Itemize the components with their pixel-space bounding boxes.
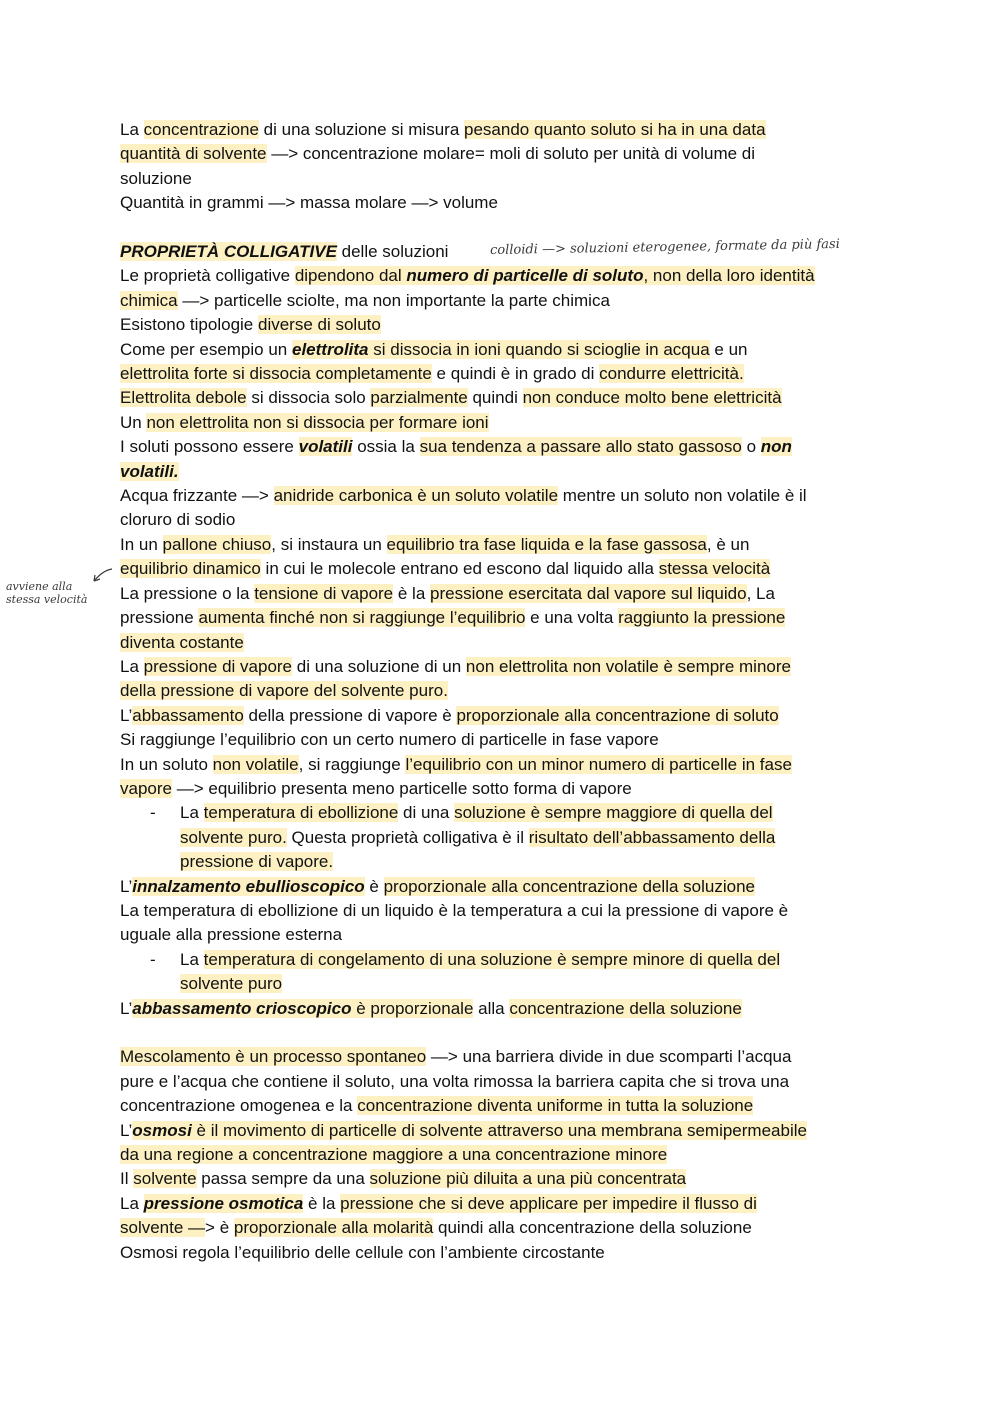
handwritten-arrow-icon: [90, 566, 114, 586]
key-term: volatili.: [120, 461, 179, 481]
side-note-line-1: avviene alla: [6, 580, 73, 593]
text-run: La: [180, 949, 204, 969]
text-run: della pressione di vapore è: [243, 705, 457, 725]
highlighted-text: pressione di vapore: [143, 656, 293, 676]
highlighted-text: pesando quanto soluto si ha in una data: [464, 120, 766, 139]
text-run: > è: [205, 1218, 234, 1238]
highlighted-text: Elettrolita debole: [120, 388, 247, 408]
text-run: In un soluto: [120, 754, 213, 774]
paragraph-spacer: [120, 1021, 900, 1045]
highlighted-text: pressione di vapore.: [180, 852, 334, 872]
text-run: , La: [746, 583, 775, 603]
highlighted-text: non elettrolita non si dissocia per formare ioni: [146, 412, 489, 432]
text-run: e quindi è in grado di: [431, 364, 600, 384]
highlighted-text: da una regione a concentrazione maggiore a una concentrazione minore: [120, 1145, 668, 1165]
bullet-item-ebollizione: [120, 801, 900, 874]
text-run: Come per esempio un: [120, 339, 292, 359]
highlighted-text: è il movimento di particelle di solvente attraverso una membrana semipermeabile: [191, 1120, 807, 1140]
text-line: [120, 1094, 900, 1118]
highlighted-text: vapore: [120, 778, 172, 798]
key-term: pressione osmotica: [143, 1193, 304, 1213]
highlighted-text: Mescolamento è un processo spontaneo: [120, 1047, 427, 1067]
text-run: passa sempre da una: [196, 1169, 370, 1189]
text-line: [180, 826, 900, 850]
section-title: PROPRIETÀ COLLIGATIVE: [120, 242, 337, 262]
text-run: —> una barriera divide in due scomparti l’acqua: [426, 1047, 792, 1067]
bullet-dash: -: [150, 949, 156, 969]
paragraph-spacer: [120, 216, 900, 240]
key-term: numero di particelle di soluto: [406, 266, 644, 286]
highlighted-text: concentrazione diventa uniforme in tutta la soluzione: [357, 1096, 754, 1116]
text-run: Un: [120, 412, 147, 432]
highlighted-text: parzialmente: [370, 388, 468, 408]
text-run: L’: [120, 705, 133, 725]
text-line: [120, 533, 900, 557]
highlighted-text: equilibrio tra fase liquida e la fase gassosa: [386, 534, 707, 554]
key-term: innalzamento ebullioscopico: [132, 876, 365, 896]
highlighted-text: diventa costante: [120, 632, 244, 652]
highlighted-text: non conduce molto bene elettricità: [522, 388, 782, 408]
highlighted-text: si dissocia in ioni quando si scioglie in acqua: [368, 339, 710, 359]
text-line: [120, 338, 900, 362]
text-line: cloruro di sodio: [120, 510, 236, 530]
text-line: [180, 801, 900, 825]
text-line: soluzione: [120, 168, 192, 188]
highlighted-text: chimica: [120, 290, 178, 310]
text-run: ossia la: [352, 437, 420, 457]
bullet-dash: -: [150, 803, 156, 823]
highlighted-text: equilibrio dinamico: [120, 559, 261, 579]
text-line: [120, 777, 900, 801]
text-line: Quantità in grammi —> massa molare —> volume: [120, 193, 498, 213]
text-line: [180, 850, 900, 874]
text-line: Si raggiunge l’equilibrio con un certo numero di particelle in fase vapore: [120, 730, 659, 750]
text-run: L’: [120, 876, 133, 896]
highlighted-text: solvente puro: [180, 974, 283, 994]
text-run: di una: [398, 803, 455, 823]
text-line: uguale alla pressione esterna: [120, 925, 343, 945]
text-run: si dissocia solo: [246, 388, 371, 408]
highlighted-text: aumenta finché non si raggiunge l’equilibrio: [198, 608, 526, 628]
text-run: La: [120, 120, 144, 139]
text-line: [120, 582, 900, 606]
highlighted-text: è proporzionale: [351, 998, 474, 1018]
highlighted-text: proporzionale alla concentrazione di soluto: [456, 705, 779, 725]
text-line: [120, 875, 900, 899]
text-run: I soluti possono essere: [120, 437, 299, 457]
text-run: pressione: [120, 608, 199, 628]
highlighted-text: abbassamento: [132, 705, 244, 725]
text-run: o: [741, 437, 761, 457]
highlighted-text: non elettrolita non volatile è sempre minore: [465, 656, 791, 676]
text-run: , è un: [706, 534, 750, 554]
highlighted-text: soluzione più diluita a una più concentrata: [369, 1169, 687, 1189]
text-run: alla: [473, 998, 510, 1018]
highlighted-text: solvente —: [120, 1218, 206, 1238]
text-run: L’: [120, 1120, 133, 1140]
text-line: [120, 289, 900, 313]
highlighted-text: elettrolita forte si dissocia completamente: [120, 364, 432, 384]
text-line: [120, 606, 900, 630]
text-run: quindi: [467, 388, 523, 408]
handwritten-side-note: [6, 580, 87, 606]
text-line: [180, 948, 900, 972]
text-line: Osmosi regola l’equilibrio delle cellule con l’ambiente circostante: [120, 1242, 605, 1262]
highlighted-text: della pressione di vapore del solvente puro.: [120, 681, 448, 701]
text-run: concentrazione omogenea e la: [120, 1096, 358, 1116]
text-run: , si raggiunge: [298, 754, 406, 774]
highlighted-text: sua tendenza a passare allo stato gassoso: [419, 437, 742, 457]
text-line: [120, 118, 900, 142]
highlighted-term: concentrazione: [143, 120, 259, 139]
document-body: [120, 118, 900, 1265]
text-run: Questa proprietà colligativa è il: [286, 827, 529, 847]
side-note-line-2: stessa velocità: [6, 593, 88, 606]
highlighted-text: anidride carbonica è un soluto volatile: [273, 486, 559, 506]
text-run: in cui le molecole entrano ed escono dal liquido alla: [260, 559, 659, 579]
text-run: La: [120, 1193, 144, 1213]
text-run: e un: [709, 339, 748, 359]
highlighted-text: soluzione è sempre maggiore di quella del: [454, 803, 773, 823]
text-line: [120, 386, 900, 410]
text-line: [120, 679, 900, 703]
text-line: [120, 1119, 900, 1143]
text-line: [120, 631, 900, 655]
highlighted-text: risultato dell’abbassamento della: [528, 827, 776, 847]
text-line: [120, 460, 900, 484]
key-term: osmosi: [132, 1120, 192, 1140]
text-line: [120, 704, 900, 728]
text-line: [120, 1216, 900, 1240]
highlighted-text: diverse di soluto: [257, 315, 381, 335]
highlighted-text: l’equilibrio con un minor numero di particelle in fase: [405, 754, 792, 774]
highlighted-text: temperatura di ebollizione: [203, 803, 399, 823]
highlighted-text: proporzionale alla concentrazione della soluzione: [383, 876, 755, 896]
text-run: In un: [120, 534, 163, 554]
text-run: La pressione o la: [120, 583, 255, 603]
text-run: mentre un soluto non volatile è il: [558, 486, 807, 506]
highlighted-text: non volatile: [212, 754, 299, 774]
text-line: [120, 411, 900, 435]
text-line: pure e l’acqua che contiene il soluto, una volta rimossa la barriera capita che si trova una: [120, 1071, 790, 1091]
highlighted-text: quantità di solvente: [120, 144, 267, 164]
text-line: La temperatura di ebollizione di un liquido è la temperatura a cui la pressione di vapore è: [120, 900, 789, 920]
text-run: Le proprietà colligative: [120, 266, 295, 286]
text-line: [120, 1192, 900, 1216]
text-line: [120, 362, 900, 386]
highlighted-text: stessa velocità: [658, 559, 771, 579]
text-line: [120, 1045, 900, 1069]
highlighted-text: pressione esercitata dal vapore sul liquido: [430, 583, 747, 603]
highlighted-text: solvente: [133, 1169, 197, 1189]
text-run: è la: [393, 583, 430, 603]
text-line: [120, 142, 900, 166]
text-run: —> concentrazione molare= moli di soluto per unità di volume di: [266, 144, 756, 164]
highlighted-text: tensione di vapore: [254, 583, 394, 603]
text-run: e una volta: [525, 608, 619, 628]
highlighted-text: condurre elettricità.: [599, 364, 744, 384]
text-run: è: [364, 876, 384, 896]
text-line: [120, 753, 900, 777]
text-run: La: [120, 656, 144, 676]
text-line: [120, 1167, 900, 1191]
key-term: volatili: [298, 437, 353, 457]
text-line: [120, 313, 900, 337]
handwritten-note-colloidi: colloidi —> soluzioni eterogenee, formate da più fasi: [489, 236, 840, 259]
key-term: non: [760, 437, 792, 457]
text-run: Acqua frizzante —>: [120, 486, 274, 506]
highlighted-text: raggiunto la pressione: [618, 608, 786, 628]
text-line: [120, 655, 900, 679]
text-run: di una soluzione si misura: [258, 120, 464, 139]
key-term: elettrolita: [291, 339, 369, 359]
text-line: [120, 997, 900, 1021]
text-run: Esistono tipologie: [120, 315, 258, 335]
text-run: è la: [303, 1193, 341, 1213]
text-run: La: [180, 803, 204, 823]
text-run: di una soluzione di un: [292, 656, 466, 676]
text-line: [120, 484, 900, 508]
text-line: [120, 557, 900, 581]
highlighted-text: dipendono dal: [294, 266, 407, 286]
highlighted-text: temperatura di congelamento di una soluzione è sempre minore di quella del: [203, 949, 781, 969]
highlighted-text: pallone chiuso: [162, 534, 272, 554]
highlighted-text: , non della loro identità: [643, 266, 815, 286]
key-term: abbassamento crioscopico: [132, 998, 352, 1018]
text-run: L’: [120, 998, 133, 1018]
text-line: [120, 1143, 900, 1167]
highlighted-text: proporzionale alla molarità: [233, 1218, 434, 1238]
text-run: —> particelle sciolte, ma non importante la parte chimica: [177, 290, 610, 310]
text-run: , si instaura un: [271, 534, 387, 554]
text-run: Il: [120, 1169, 134, 1189]
text-line: [180, 972, 900, 996]
highlighted-text: pressione che si deve applicare per impedire il flusso di: [340, 1193, 757, 1213]
section-title-rest: delle soluzioni: [336, 242, 449, 262]
highlighted-text: concentrazione della soluzione: [509, 998, 742, 1018]
bullet-item-congelamento: [120, 948, 900, 997]
text-line: [120, 264, 900, 288]
text-line: [120, 435, 900, 459]
section-heading: [120, 240, 900, 264]
text-run: —> equilibrio presenta meno particelle sotto forma di vapore: [171, 778, 632, 798]
highlighted-text: solvente puro.: [180, 827, 287, 847]
text-run: quindi alla concentrazione della soluzione: [433, 1218, 752, 1238]
